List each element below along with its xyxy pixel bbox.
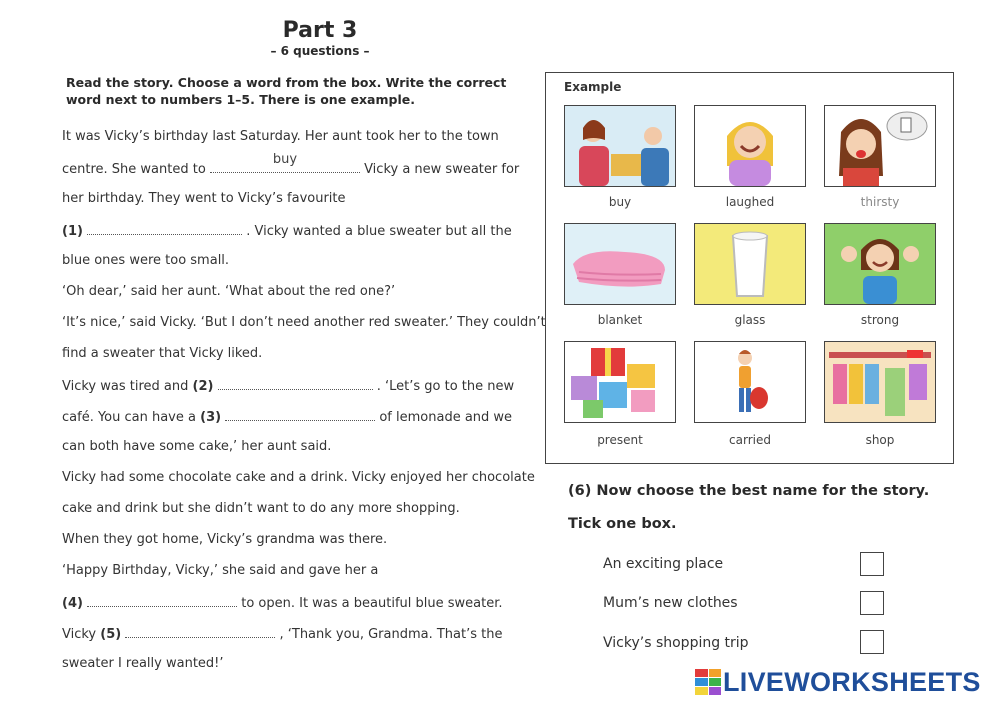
story-line [62, 408, 512, 425]
word-laughed: laughed [725, 195, 775, 209]
strong-picture [824, 223, 936, 305]
word-strong: strong [860, 313, 900, 327]
glass-picture [694, 223, 806, 305]
story-text-fragment: café. You can have a [62, 410, 196, 425]
story-line: cake and drink but she didn’t want to do any more shopping. [62, 501, 460, 516]
answer-input-5[interactable] [125, 625, 275, 638]
story-text-fragment: . Vicky wanted a blue sweater but all the [246, 224, 512, 239]
word-box [545, 72, 954, 464]
story-line [62, 594, 502, 611]
story-line: her birthday. They went to Vicky’s favourite [62, 191, 346, 206]
story-text-fragment: Vicky a new sweater for [364, 162, 520, 177]
question-number-2: (2) [192, 379, 214, 394]
story-line: Vicky had some chocolate cake and a drink. Vicky enjoyed her chocolate [62, 470, 535, 485]
word-blanket: blanket [597, 313, 643, 327]
word-thirsty: thirsty [860, 195, 900, 209]
option-label-1: An exciting place [603, 556, 724, 572]
story-text-fragment: of lemonade and we [379, 410, 513, 425]
shop-picture [824, 341, 936, 423]
story-text-fragment: Vicky was tired and [62, 379, 189, 394]
story-line: ‘It’s nice,’ said Vicky. ‘But I don’t need another red sweater.’ They couldn’t [62, 315, 546, 330]
buy-picture [564, 105, 676, 187]
story-line: When they got home, Vicky’s grandma was there. [62, 532, 388, 547]
present-picture [564, 341, 676, 423]
story-text-fragment: . ‘Let’s go to the new [376, 379, 515, 394]
instructions: Read the story. Choose a word from the box. Write the correct word next to numbers 1–5. There is one example. [66, 75, 507, 107]
option-checkbox-2[interactable] [860, 591, 884, 615]
story-line: blue ones were too small. [62, 253, 230, 268]
story-line [62, 152, 520, 177]
story-text-fragment: to open. It was a beautiful blue sweater. [241, 596, 503, 611]
question-6-prompt: (6) Now choose the best name for the story. [568, 483, 930, 499]
story-line: sweater I really wanted!’ [62, 656, 224, 671]
word-shop: shop [865, 433, 895, 447]
story-text-fragment: centre. She wanted to [62, 162, 206, 177]
option-label-2: Mum’s new clothes [603, 595, 738, 611]
word-glass: glass [734, 313, 766, 327]
blanket-picture [564, 223, 676, 305]
story-line [62, 222, 512, 239]
story-line: ‘Oh dear,’ said her aunt. ‘What about the red one?’ [62, 284, 396, 299]
word-buy: buy [608, 195, 632, 209]
brand-logo-icon [695, 669, 721, 695]
answer-input-2[interactable] [218, 377, 373, 390]
laughed-picture [694, 105, 806, 187]
question-number-3: (3) [200, 410, 222, 425]
story-line: find a sweater that Vicky liked. [62, 346, 263, 361]
question-number-4: (4) [62, 596, 83, 611]
page-title: Part 3 [282, 18, 358, 43]
answer-input-4[interactable] [87, 594, 237, 607]
question-number-1: (1) [62, 224, 83, 239]
story-text-fragment: , ‘Thank you, Grandma. That’s the [279, 627, 503, 642]
story-line [62, 377, 514, 394]
question-number-5: (5) [100, 627, 122, 642]
story-line: It was Vicky’s birthday last Saturday. Her aunt took her to the town [62, 129, 499, 144]
carried-picture [694, 341, 806, 423]
story-line: can both have some cake,’ her aunt said. [62, 439, 332, 454]
liveworksheets-logo [695, 667, 981, 697]
example-label: Example [564, 80, 622, 94]
word-carried: carried [729, 433, 771, 447]
example-answer-blank [210, 152, 360, 173]
option-label-3: Vicky’s shopping trip [603, 635, 749, 651]
story-line: ‘Happy Birthday, Vicky,’ she said and gave her a [62, 563, 379, 578]
story-text-fragment: Vicky [62, 627, 97, 642]
page-subtitle: – 6 questions – [270, 44, 370, 58]
brand-text: LIVEWORKSHEETS [723, 666, 981, 697]
thirsty-picture [824, 105, 936, 187]
option-checkbox-1[interactable] [860, 552, 884, 576]
option-checkbox-3[interactable] [860, 630, 884, 654]
answer-input-3[interactable] [225, 408, 375, 421]
example-answer: buy [272, 152, 298, 167]
tick-instruction: Tick one box. [568, 516, 677, 532]
answer-input-1[interactable] [87, 222, 242, 235]
word-present: present [597, 433, 643, 447]
story-line [62, 625, 502, 642]
